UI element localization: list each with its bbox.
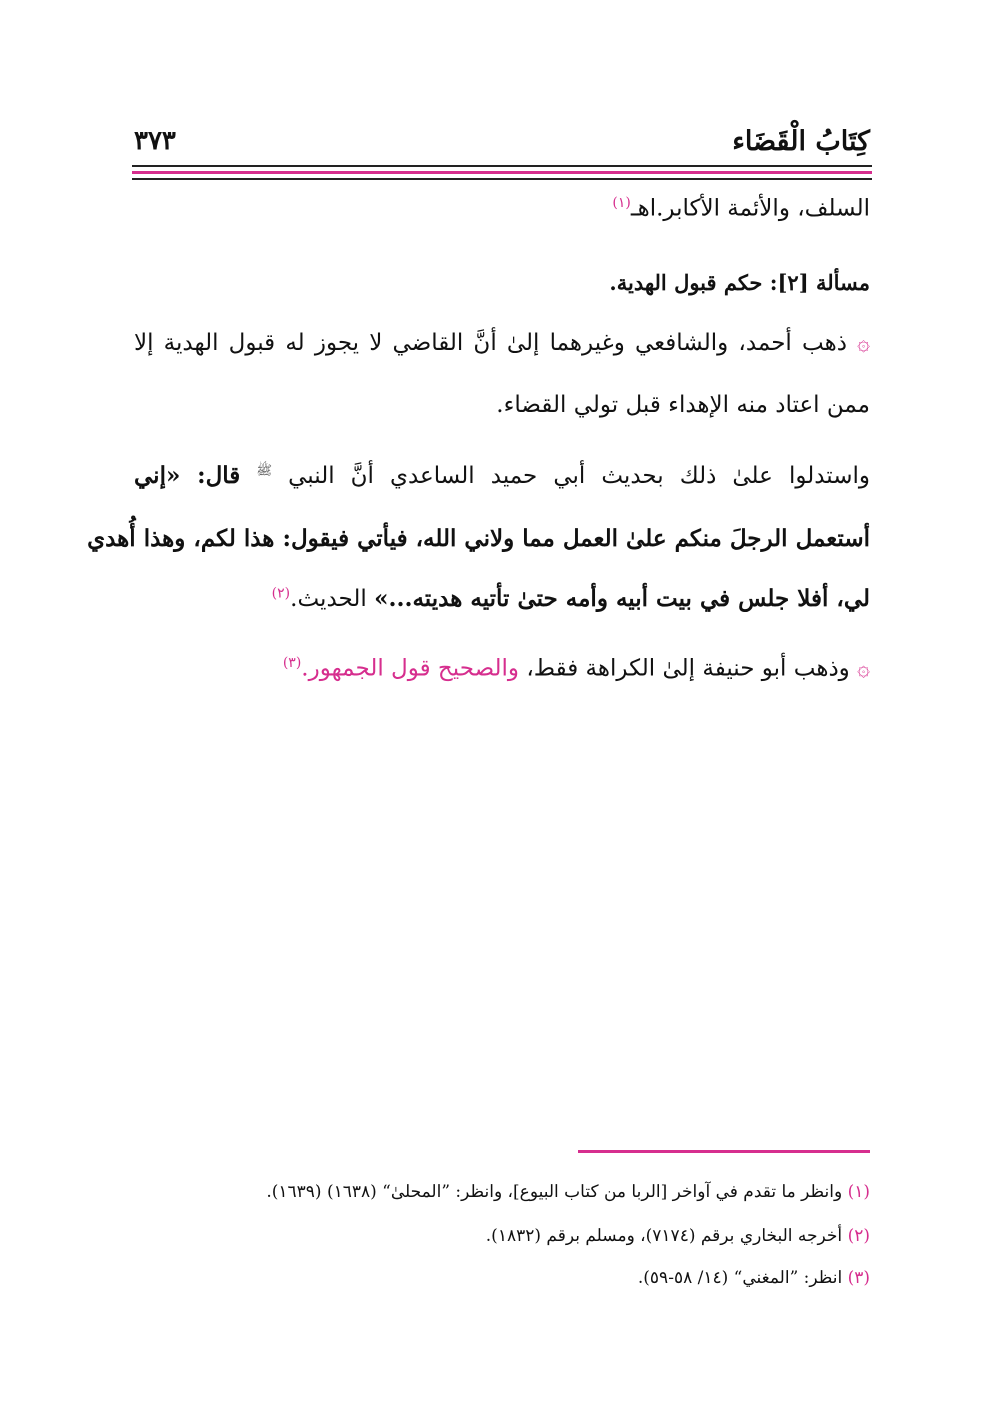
footnote-3-text: انظر: ”المغني“ (١٤/ ٥٨-٥٩). bbox=[637, 1268, 843, 1288]
footnote-ref-2[interactable]: (٢) bbox=[271, 585, 291, 602]
paragraph-2-text-1a: واستدلوا علىٰ ذلك بحديث أبي حميد الساعدي أنَّ النبي bbox=[288, 463, 871, 489]
paragraph-1-text-1: ذهب أحمد، والشافعي وغيرهما إلىٰ أنَّ القاضي لا يجوز له قبول الهدية إلا bbox=[134, 330, 847, 356]
paragraph-3-highlight: والصحيح قول الجمهور. bbox=[301, 655, 520, 682]
body-line-1-text: السلف، والأئمة الأكابر.اهـ bbox=[630, 195, 870, 222]
footnote-2 bbox=[486, 1226, 870, 1246]
header-rule-top bbox=[132, 165, 872, 167]
header-rule-accent bbox=[132, 171, 872, 174]
footnote-1 bbox=[266, 1182, 870, 1202]
footnote-2-text: أخرجه البخاري برقم (٧١٧٤)، ومسلم برقم (١٨٣٢). bbox=[485, 1226, 843, 1246]
paragraph-2-line-1 bbox=[134, 462, 870, 489]
footnote-ref-1[interactable]: (١) bbox=[612, 195, 631, 211]
flower-ornament-icon: ۞ bbox=[857, 656, 870, 682]
header-rule-bottom bbox=[132, 178, 872, 180]
chapter-title: كِتَابُ الْقَضَاء bbox=[732, 126, 870, 157]
paragraph-2-text-1b: قال: «إني bbox=[134, 462, 241, 489]
paragraph-3 bbox=[283, 655, 870, 682]
footnote-3-number: (٣) bbox=[847, 1268, 870, 1288]
paragraph-3-text: وذهب أبو حنيفة إلىٰ الكراهة فقط، bbox=[526, 655, 850, 682]
salla-ligature-icon: ﷺ bbox=[256, 463, 273, 479]
footnote-ref-3[interactable]: (٣) bbox=[282, 655, 302, 671]
hadith-quote-end: لي، أفلا جلس في بيت أبيه وأمه حتىٰ تأتيه هديته...» bbox=[374, 585, 870, 612]
footnote-1-number: (١) bbox=[847, 1182, 870, 1202]
issue-heading: مسألة [٢]: حكم قبول الهدية. bbox=[609, 270, 870, 295]
paragraph-1-line-1 bbox=[134, 330, 870, 356]
paragraph-2-tail: الحديث. bbox=[290, 586, 367, 612]
paragraph-2-line-2: أستعمل الرجلَ منكم علىٰ العمل مما ولاني الله، فيأتي فيقول: هذا لكم، وهذا أُهدي bbox=[87, 525, 870, 552]
paragraph-1-line-2: ممن اعتاد منه الإهداء قبل تولي القضاء. bbox=[496, 392, 870, 418]
footnote-1-text: وانظر ما تقدم في آواخر [الربا من كتاب البيوع]، وانظر: ”المحلىٰ“ (١٦٣٨) (١٦٣٩). bbox=[266, 1182, 843, 1202]
page-number: ٣٧٣ bbox=[134, 126, 176, 156]
footnote-2-number: (٢) bbox=[847, 1226, 870, 1246]
paragraph-2-line-3 bbox=[272, 585, 870, 612]
footnote-3 bbox=[638, 1268, 870, 1288]
flower-ornament-icon: ۞ bbox=[857, 331, 871, 356]
body-line-1 bbox=[612, 195, 870, 222]
footnote-separator bbox=[578, 1150, 870, 1153]
